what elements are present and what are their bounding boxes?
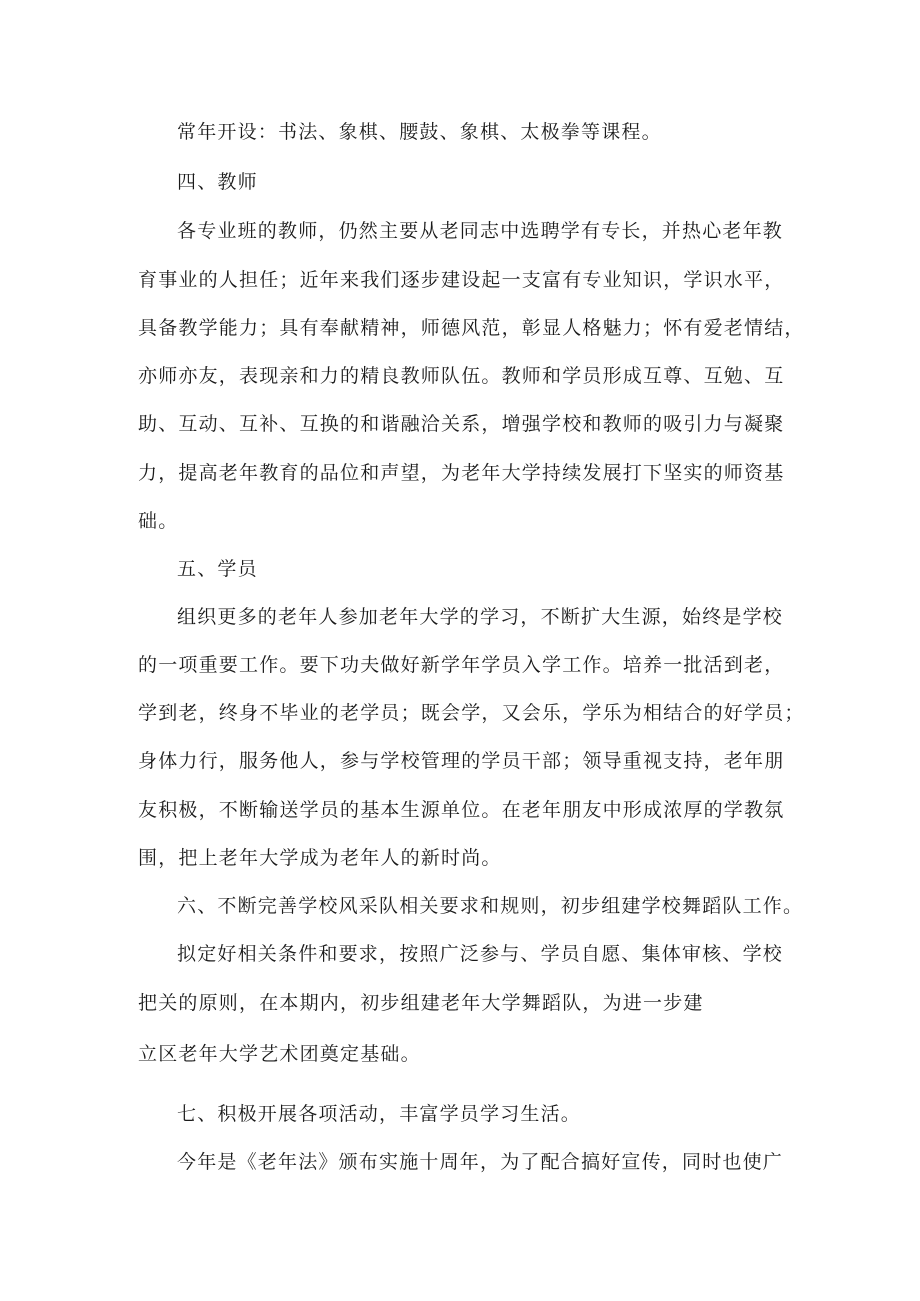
paragraph-line: 各专业班的教师，仍然主要从老同志中选聘学有专长，并热心老年教 [177, 220, 784, 242]
paragraph-line: 育事业的人担任；近年来我们逐步建设起一支富有专业知识，学识水平， [138, 269, 785, 291]
paragraph-line: 围，把上老年大学成为老年人的新时尚。 [138, 847, 502, 869]
paragraph-line: 身体力行，服务他人，参与学校管理的学员干部；领导重视支持，老年朋 [138, 750, 785, 772]
paragraph-line: 具备教学能力；具有奉献精神，师德风范，彰显人格魅力；怀有爱老情结， [138, 317, 805, 339]
section-heading-activities: 七、积极开展各项活动，丰富学员学习生活。 [177, 1103, 582, 1125]
paragraph-line: 拟定好相关条件和要求，按照广泛参与、学员自愿、集体审核、学校 [177, 943, 784, 965]
text-line-course-list: 常年开设：书法、象棋、腰鼓、象棋、太极拳等课程。 [177, 121, 662, 143]
paragraph-line: 的一项重要工作。要下功夫做好新学年学员入学工作。培养一批活到老， [138, 654, 785, 676]
paragraph-line: 今年是《老年法》颁布实施十周年，为了配合搞好宣传，同时也使广 [177, 1151, 784, 1173]
paragraph-line: 把关的原则，在本期内，初步组建老年大学舞蹈队，为进一步建 [138, 992, 704, 1014]
paragraph-line: 组织更多的老年人参加老年大学的学习，不断扩大生源，始终是学校 [177, 606, 784, 628]
paragraph-line: 立区老年大学艺术团奠定基础。 [138, 1043, 421, 1065]
paragraph-line: 学到老，终身不毕业的老学员；既会学，又会乐，学乐为相结合的好学员； [138, 702, 805, 724]
paragraph-line: 力，提高老年教育的品位和声望，为老年大学持续发展打下坚实的师资基 [138, 462, 785, 484]
paragraph-line: 亦师亦友，表现亲和力的精良教师队伍。教师和学员形成互尊、互勉、互 [138, 365, 785, 387]
paragraph-line: 础。 [138, 510, 179, 532]
paragraph-line: 友积极，不断输送学员的基本生源单位。在老年朋友中形成浓厚的学教氛 [138, 799, 785, 821]
section-heading-teachers: 四、教师 [177, 171, 258, 193]
section-heading-dance-team: 六、不断完善学校风采队相关要求和规则，初步组建学校舞蹈队工作。 [177, 895, 804, 917]
section-heading-students: 五、学员 [177, 558, 258, 580]
paragraph-line: 助、互动、互补、互换的和谐融洽关系，增强学校和教师的吸引力与凝聚 [138, 413, 785, 435]
